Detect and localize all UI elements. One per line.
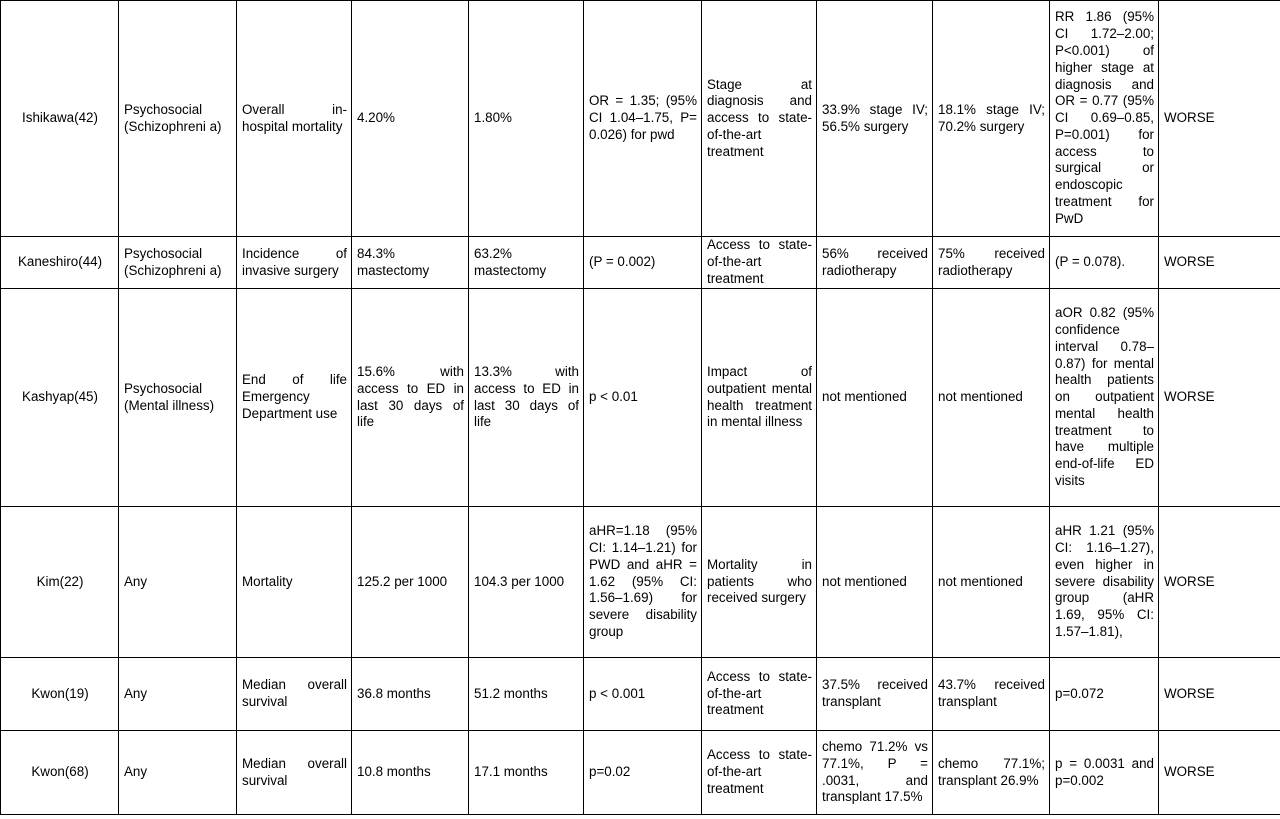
pwd-value-cell: 10.8 months xyxy=(352,731,469,815)
author-cell: Kwon(68) xyxy=(1,731,119,815)
factor-pwd-cell: chemo 71.2% vs 77.1%, P = .0031, and transplant 17.5% xyxy=(817,731,933,815)
disability-type-cell: Any xyxy=(119,731,237,815)
disability-type-cell: Psychosocial (Schizophreni a) xyxy=(119,237,237,289)
non-pwd-value-cell: 104.3 per 1000 xyxy=(469,507,584,658)
table-row xyxy=(1,289,1280,507)
factor-cell: Access to state-of-the-art treatment xyxy=(702,237,817,289)
outcome-cell: End of life Emergency Department use xyxy=(237,289,352,507)
factor-non-pwd-cell: not mentioned xyxy=(933,289,1050,507)
table-row xyxy=(1,731,1280,815)
outcome-cell: Mortality xyxy=(237,507,352,658)
author-cell: Kaneshiro(44) xyxy=(1,237,119,289)
factor-statistic-cell: (P = 0.078). xyxy=(1050,237,1159,289)
direction-cell: WORSE xyxy=(1159,507,1280,658)
non-pwd-value-cell: 17.1 months xyxy=(469,731,584,815)
direction-cell: WORSE xyxy=(1159,289,1280,507)
non-pwd-value-cell: 1.80% xyxy=(469,1,584,237)
factor-statistic-cell: aHR 1.21 (95% CI: 1.16–1.27), even higher in severe disability group (aHR 1.69, 95% CI: 1.57–1.81), xyxy=(1050,507,1159,658)
author-cell: Ishikawa(42) xyxy=(1,1,119,237)
table-row xyxy=(1,237,1280,289)
table-row xyxy=(1,1,1280,237)
factor-pwd-cell: 33.9% stage IV; 56.5% surgery xyxy=(817,1,933,237)
author-cell: Kim(22) xyxy=(1,507,119,658)
author-cell: Kwon(19) xyxy=(1,658,119,731)
pwd-value-cell: 4.20% xyxy=(352,1,469,237)
factor-statistic-cell: RR 1.86 (95% CI 1.72–2.00; P<0.001) of higher stage at diagnosis and OR = 0.77 (95% CI 0.69–0.85, P=0.001) for access to surgical or endoscopic treatment for PwD xyxy=(1050,1,1159,237)
factor-cell: Stage at diagnosis and access to state-of-the-art treatment xyxy=(702,1,817,237)
factor-non-pwd-cell: 43.7% received transplant xyxy=(933,658,1050,731)
non-pwd-value-cell: 63.2% mastectomy xyxy=(469,237,584,289)
factor-non-pwd-cell: chemo 77.1%; transplant 26.9% xyxy=(933,731,1050,815)
pwd-value-cell: 15.6% with access to ED in last 30 days of life xyxy=(352,289,469,507)
factor-statistic-cell: p = 0.0031 and p=0.002 xyxy=(1050,731,1159,815)
disability-type-cell: Psychosocial (Schizophreni a) xyxy=(119,1,237,237)
non-pwd-value-cell: 13.3% with access to ED in last 30 days of life xyxy=(469,289,584,507)
direction-cell: WORSE xyxy=(1159,658,1280,731)
factor-pwd-cell: not mentioned xyxy=(817,289,933,507)
pwd-value-cell: 84.3% mastectomy xyxy=(352,237,469,289)
statistic-cell: aHR=1.18 (95% CI: 1.14–1.21) for PWD and aHR = 1.62 (95% CI: 1.56–1.69) for severe disability group xyxy=(584,507,702,658)
table-row xyxy=(1,658,1280,731)
statistic-cell: OR = 1.35; (95% CI 1.04–1.75, P= 0.026) for pwd xyxy=(584,1,702,237)
factor-non-pwd-cell: 75% received radiotherapy xyxy=(933,237,1050,289)
outcome-cell: Incidence of invasive surgery xyxy=(237,237,352,289)
pwd-value-cell: 125.2 per 1000 xyxy=(352,507,469,658)
direction-cell: WORSE xyxy=(1159,1,1280,237)
statistic-cell: (P = 0.002) xyxy=(584,237,702,289)
factor-non-pwd-cell: 18.1% stage IV; 70.2% surgery xyxy=(933,1,1050,237)
direction-cell: WORSE xyxy=(1159,237,1280,289)
factor-cell: Access to state-of-the-art treatment xyxy=(702,731,817,815)
statistic-cell: p < 0.01 xyxy=(584,289,702,507)
pwd-value-cell: 36.8 months xyxy=(352,658,469,731)
disability-type-cell: Psychosocial (Mental illness) xyxy=(119,289,237,507)
factor-cell: Mortality in patients who received surgery xyxy=(702,507,817,658)
factor-pwd-cell: 56% received radiotherapy xyxy=(817,237,933,289)
factor-cell: Impact of outpatient mental health treatment in mental illness xyxy=(702,289,817,507)
disability-type-cell: Any xyxy=(119,658,237,731)
factor-pwd-cell: 37.5% received transplant xyxy=(817,658,933,731)
table-row xyxy=(1,507,1280,658)
author-cell: Kashyap(45) xyxy=(1,289,119,507)
factor-pwd-cell: not mentioned xyxy=(817,507,933,658)
direction-cell: WORSE xyxy=(1159,731,1280,815)
disability-type-cell: Any xyxy=(119,507,237,658)
outcome-cell: Median overall survival xyxy=(237,658,352,731)
factor-statistic-cell: p=0.072 xyxy=(1050,658,1159,731)
outcome-cell: Overall in-hospital mortality xyxy=(237,1,352,237)
non-pwd-value-cell: 51.2 months xyxy=(469,658,584,731)
factor-statistic-cell: aOR 0.82 (95% confidence interval 0.78–0.87) for mental health patients on outpatient mental health treatment to have multiple end-of-life ED visits xyxy=(1050,289,1159,507)
statistic-cell: p=0.02 xyxy=(584,731,702,815)
outcome-cell: Median overall survival xyxy=(237,731,352,815)
factor-cell: Access to state-of-the-art treatment xyxy=(702,658,817,731)
factor-non-pwd-cell: not mentioned xyxy=(933,507,1050,658)
statistic-cell: p < 0.001 xyxy=(584,658,702,731)
